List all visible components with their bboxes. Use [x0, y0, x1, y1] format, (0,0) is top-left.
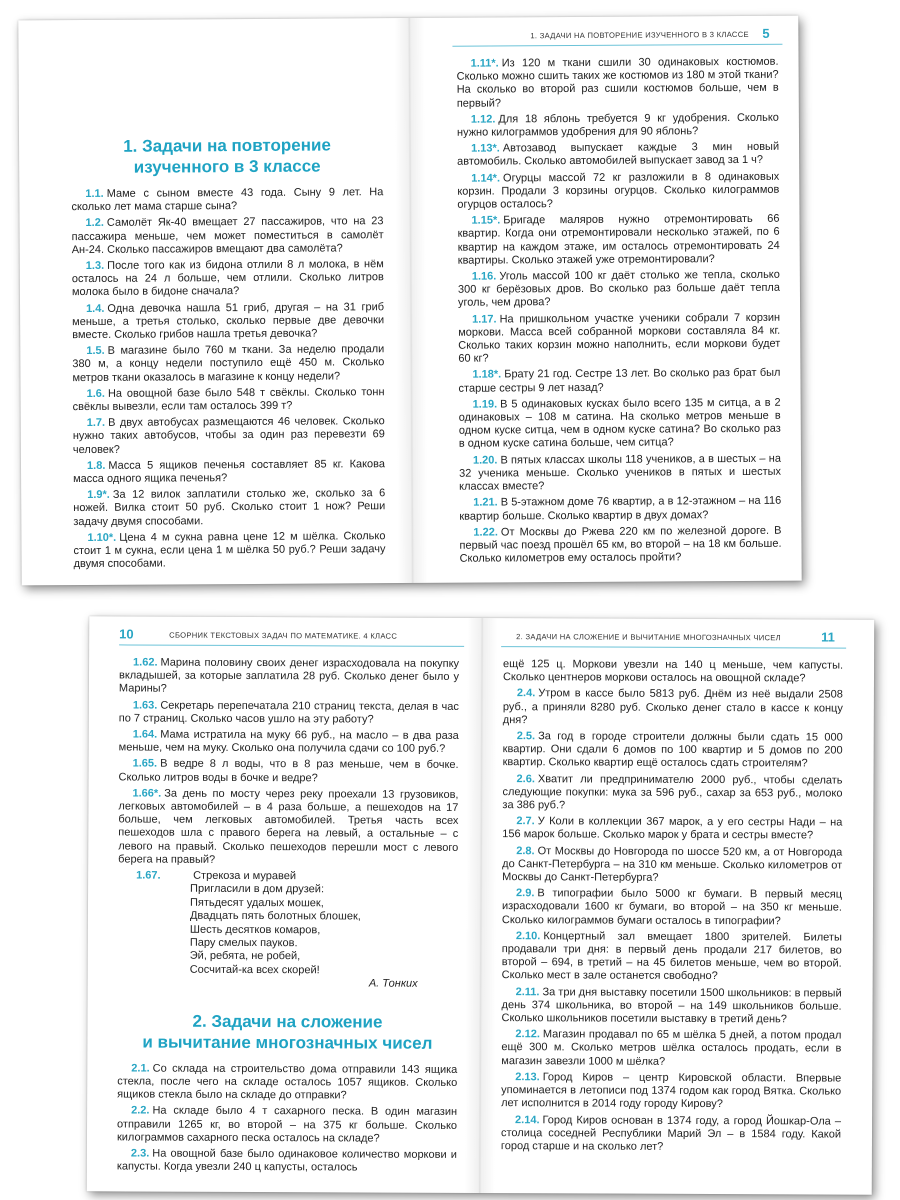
page-11: [479, 618, 875, 1195]
problem: [502, 815, 842, 843]
problem: [73, 386, 385, 414]
problem-number: 2.11.: [515, 985, 540, 998]
poem-line: Стрекоза и муравей: [193, 869, 297, 883]
problem: [459, 495, 781, 523]
problem-text: Город Киров основан в 1374 году, а город Йошкар-Ола – столица соседней Республики Марий Эл – в 1584 году. Какой город старше и на сколько лет?: [500, 1113, 842, 1153]
problem: [502, 773, 842, 814]
problem: [458, 367, 780, 395]
problem-text: За день по мосту через реку проехали 13 грузовиков, легковых автомобилей – в 4 раза больше, а пешеходов на 17 больше, чем легковых автомобилей. Третья часть всех пешеходов шла с правого берега на левый, а остальные – с левого на правый. Сколько пешеходов перешли мост с левого берега на правый?: [118, 787, 459, 866]
page-4-body: [71, 134, 386, 574]
problem-text: Брату 21 год. Сестре 13 лет. Во сколько раз брат был старше сестры 9 лет назад?: [458, 367, 781, 395]
problem-text: За три дня выставку посетили 1500 школьников: в первый день 374 школьника, во второй – на 149 школьников больше. Сколько школьников посетили выставку в третий день?: [501, 985, 842, 1026]
book-spread-pages-10-11: [87, 616, 875, 1194]
problem-text: В двух автобусах размещаются 46 человек. Сколько нужно таких автобусов, чтобы за один раз перевезти 69 человек?: [72, 415, 385, 456]
problem-number: 2.9.: [516, 887, 535, 900]
problem-text: Бригаде маляров нужно отремонтировать 66 квартир. Когда они отремонтировали несколько этажей, по 6 квартир на каждом этаже, им осталось отремонтировать 24 квартиры. Сколько этажей уже отремонтировали?: [457, 212, 780, 267]
problem: [457, 213, 779, 268]
problem-text: На овощной базе было 548 т свёклы. Сколько тонн свёклы вывезли, если там осталось 399 т?: [72, 386, 385, 414]
problem-text: Магазин продавал по 65 м шёлка 5 дней, а потом продал ещё 300 м. Сколько метров шёлка осталось продать, если в магазин завезли 1000 м шёлка?: [501, 1028, 842, 1068]
running-header: СБОРНИК ТЕКСТОВЫХ ЗАДАЧ ПО МАТЕМАТИКЕ. 4 КЛАСС: [169, 630, 398, 641]
problem-number: 1.16.: [471, 270, 497, 283]
problem-number: 2.12.: [515, 1028, 540, 1041]
problem-list: [118, 656, 459, 868]
problem: [501, 1114, 841, 1155]
problem-text: Автозавод выпускает каждые 3 мин новый автомобиль. Сколько автомобилей выпускает завод за 1 ч?: [457, 140, 780, 169]
page-5: [408, 16, 801, 583]
poem-line: Двадцать пять болотных блошек,: [189, 909, 361, 923]
problem-number: 2.5.: [516, 730, 536, 743]
problem-text: Со склада на строительство дома отправили 143 ящика стекла, после чего на складе осталось 1057 ящиков. Сколько ящиков стекла было на складе до отправки?: [117, 1062, 458, 1102]
problem: [71, 186, 383, 214]
problem-number: 2.6.: [516, 772, 535, 785]
problem: [457, 141, 779, 169]
poem-author: А. Тонких: [368, 977, 418, 991]
problem-continuation: ещё 125 ц. Моркови увезли на 140 ц меньше, чем капусты. Сколько центнеров моркови осталось на овощной складе?: [502, 658, 844, 685]
problem: [119, 656, 459, 697]
problem-number: 2.3.: [130, 1147, 150, 1160]
problem-text: Марина половину своих денег израсходовала на покупку вкладышей, за которые заплатила 28 руб. Сколько денег было у Марины?: [118, 656, 460, 696]
page-4: [18, 18, 411, 585]
running-header: 1. ЗАДАЧИ НА ПОВТОРЕНИЕ ИЗУЧЕННОГО В 3 КЛАССЕ: [530, 29, 749, 41]
problem-text: Самолёт Як-40 вмещает 27 пассажиров, что на 23 пассажира меньше, чем может поместиться в самолёт Ан-24. Сколько пассажиров вмещают два самолёта?: [71, 215, 384, 256]
problem: [119, 728, 459, 756]
problem: [501, 986, 841, 1027]
problem: [457, 56, 779, 111]
problem: [503, 688, 843, 729]
problem-text: От Москвы до Ржева 220 км по железной дороге. В первый час поезд прошёл 65 км, во второй – на 18 км больше. Сколько километров ему осталось пройти?: [459, 524, 782, 565]
problem-number: 2.7.: [516, 815, 535, 828]
problem: [459, 452, 781, 494]
problem: [119, 758, 459, 786]
book-spread-pages-4-5: [18, 16, 801, 586]
problem-text: За год в городе строители должны были сдать 15 000 квартир. Они сдали 6 домов по 100 квартир и 5 домов по 200 квартир. Сколько квартир ещё осталось сдать строителям?: [502, 730, 843, 770]
running-header: 2. ЗАДАЧИ НА СЛОЖЕНИЕ И ВЫЧИТАНИЕ МНОГОЗНАЧНЫХ ЧИСЕЛ: [516, 632, 781, 643]
problem: [73, 458, 385, 486]
problem-number: 1.18*.: [472, 368, 502, 382]
problem: [501, 1071, 841, 1112]
problem: [73, 487, 385, 529]
poem-line: Пятьдесят удалых мошек,: [189, 896, 324, 910]
problem-text: Секретарь перепечатала 210 страниц текста, делая в час по 7 страниц. Сколько часов ушло на эту работу?: [118, 699, 459, 726]
problem-text: Для 18 яблонь требуется 9 кг удобрения. Сколько нужно килограммов удобрения для 90 яблонь?: [456, 111, 779, 139]
problem: [458, 311, 780, 366]
page-11-body: [501, 658, 843, 1158]
problem-list: [117, 1062, 457, 1175]
problem: [457, 170, 779, 212]
problem-number: 1.9*.: [87, 489, 110, 502]
problem-text: На пришкольном участке ученики собрали 7 корзин моркови. Масса всей собранной моркови составляла 84 кг. Сколько таких корзин можно наполнить, если моркови будет 60 кг?: [458, 311, 781, 365]
problem-number: 1.14*.: [471, 172, 501, 185]
poem: [118, 869, 459, 991]
problem-list: [457, 56, 782, 566]
problem-text: Одна девочка нашла 51 гриб, другая – на 31 гриб меньше, а третья столько, сколько первые две девочки вместе. Сколько грибов нашла третья девочка?: [72, 300, 385, 342]
problem-number: 1.20.: [472, 454, 498, 467]
problem: [459, 524, 781, 566]
problem: [502, 845, 842, 886]
problem-number: 2.2.: [131, 1104, 150, 1117]
poem-line: Пригласили в дом друзей:: [190, 883, 325, 896]
problem: [72, 258, 384, 300]
problem-text: В ведре 8 л воды, что в 8 раз меньше, чем в бочке. Сколько литров воды в бочке и ведре?: [118, 758, 459, 784]
problem-number: 1.5.: [86, 345, 105, 358]
problem: [502, 930, 842, 984]
problem-number: 1.67.: [136, 869, 161, 882]
problem-number: 1.19.: [472, 398, 498, 411]
problem-text: От Москвы до Новгорода по шоссе 520 км, а от Новгорода до Санкт-Петербурга – на 310 км меньше. Сколько километров от Москвы до Санкт-Петербурга?: [502, 844, 843, 884]
problem-number: 1.3.: [85, 259, 105, 272]
page-5-body: [457, 56, 782, 569]
poem-line: Шесть десятков комаров,: [189, 923, 321, 936]
problem: [117, 1105, 457, 1146]
problem: [73, 415, 385, 457]
problem: [117, 1147, 457, 1175]
page-10: [87, 616, 482, 1193]
problem-text: В типографии было 5000 кг бумаги. В первый месяц израсходовали 1600 кг бумаги, во второй – на 350 кг меньше. Сколько килограммов бумаги осталось в типографии?: [501, 887, 843, 927]
problem-number: 1.12.: [470, 113, 496, 126]
poem-line: Эй, ребята, не робей,: [189, 950, 301, 963]
problem-number: 1.17.: [472, 313, 497, 326]
problem-text: Концертный зал вмещает 1800 зрителей. Билеты продавали три дня: в первый день продали 217 билетов, во второй – 694, в третий – на 45 билетов меньше, чем во второй. Сколько мест в зале останется свободно?: [501, 930, 842, 983]
problem-number: 2.13.: [515, 1071, 540, 1084]
problem: [458, 269, 780, 311]
problem-number: 2.1.: [131, 1062, 150, 1075]
section-heading-line: 1. Задачи на повторение: [123, 135, 331, 156]
problem-number: 1.7.: [86, 417, 106, 430]
problem: [457, 112, 779, 140]
problem-number: 2.4.: [516, 687, 536, 700]
problem-text: Уголь массой 100 кг даёт столько же тепла, сколько 300 кг берёзовых дров. Во сколько раз больше даёт тепла уголь, чем дрова?: [457, 268, 780, 310]
problem: [73, 530, 385, 572]
problem-list: [501, 688, 843, 1155]
problem-number: 1.15*.: [471, 214, 501, 227]
problem-number: 2.8.: [516, 844, 535, 857]
problem-number: 1.65.: [132, 757, 158, 771]
problem: [71, 216, 383, 258]
problem: [118, 787, 458, 868]
page-number: 10: [119, 626, 134, 642]
problem-text: Цена 4 м сукна равна цене 12 м шёлка. Сколько стоит 1 м сукна, если цена 1 м шёлка 50 руб.? Реши задачу двумя способами.: [73, 530, 386, 571]
problem-number: 1.22.: [473, 526, 498, 539]
header-rule: [501, 646, 846, 649]
problem-number: 1.8.: [86, 459, 106, 472]
problem-text: Город Киров – центр Кировской области. Впервые упоминается в летописи под 1374 годом как город Вятка. Сколько лет исполнится в 2014 году городу Кирову?: [501, 1071, 842, 1111]
problem: [119, 699, 459, 727]
problem: [72, 301, 384, 343]
problem-number: 1.21.: [473, 496, 498, 509]
problem-text: Хватит ли предпринимателю 2000 руб., чтобы сделать следующие покупки: мука за 596 руб., сахар за 653 руб., молоко за 386 руб.?: [502, 772, 843, 812]
page-10-body: [117, 656, 459, 1178]
section-heading-line: изученного в 3 классе: [133, 156, 321, 177]
problem-number: 1.11*.: [470, 57, 499, 70]
poem-line: Сосчитай-ка всех скорей!: [189, 963, 320, 977]
problem-text: На овощной базе было одинаковое количество моркови и капусты. Когда увезли 240 ц капусты, осталось: [116, 1147, 457, 1174]
problem: [503, 730, 843, 771]
problem: [502, 887, 842, 928]
problem-text: Огурцы массой 72 кг разложили в 8 одинаковых корзин. Продали 3 корзины огурцов. Сколько килограммов огурцов осталось?: [457, 170, 780, 211]
problem-number: 1.10*.: [87, 531, 117, 544]
problem-text: В 5-этажном доме 76 квартир, а в 12-этажном – на 116 квартир больше. Сколько квартир в двух домах?: [459, 495, 782, 523]
section-heading-1: [71, 134, 383, 178]
problem-text: На складе было 4 т сахарного песка. В один магазин отправили 1265 кг, во второй – на 375 кг больше. Сколько килограммов сахарного песка осталось на складе?: [116, 1104, 458, 1145]
problem-text: Из 120 м ткани сшили 30 одинаковых костюмов. Сколько можно сшить таких же костюмов из 180 м этой ткани? На сколько во второй раз сшили костюмов больше, чем в первый?: [456, 55, 779, 110]
poem-line: Пару смелых пауков.: [189, 936, 298, 950]
section-heading-line: и вычитание многозначных чисел: [142, 1032, 433, 1053]
problem-number: 2.10.: [515, 930, 541, 943]
problem-number: 1.6.: [86, 387, 105, 400]
problem-number: 1.64.: [132, 728, 158, 741]
problem-number: 1.66*.: [132, 787, 162, 800]
problem-number: 2.14.: [515, 1113, 540, 1126]
problem: [459, 397, 781, 452]
page-number: 5: [762, 25, 770, 41]
problem-text: Масса 5 ящиков печенья составляет 85 кг. Какова масса одного ящика печенья?: [73, 458, 386, 486]
problem-number: 1.13*.: [471, 142, 500, 155]
problem: [117, 1062, 457, 1103]
problem-text: Маме с сыном вместе 43 года. Сыну 9 лет. На сколько лет мама старше сына?: [71, 186, 384, 214]
section-heading-line: 2. Задачи на сложение: [192, 1011, 383, 1032]
problem-number: 1.2.: [85, 217, 104, 230]
problem: [72, 343, 384, 385]
header-rule: [119, 644, 464, 647]
problem-text: Мама истратила на муку 66 руб., на масло – в два раза меньше, чем на муку. Сколько она получила сдачи со 100 руб.?: [118, 728, 459, 756]
problem-list: [71, 186, 385, 571]
header-rule: [452, 44, 782, 47]
problem-number: 1.4.: [86, 302, 105, 315]
problem-text: У Коли в коллекции 367 марок, а у его сестры Нади – на 156 марок больше. Сколько марок у брата и сестры вместе?: [502, 815, 843, 842]
problem-text: За 12 вилок заплатили столько же, сколько за 6 ножей. Вилка стоит 50 руб. Сколько стоит 1 нож? Реши задачу двумя способами.: [73, 487, 386, 528]
problem-text: После того как из бидона отлили 8 л молока, в нём осталось на 24 л больше, чем отлили. Сколько литров молока было в бидоне сначала?: [71, 258, 384, 299]
section-heading-2: [117, 1010, 457, 1053]
problem-number: 1.62.: [133, 656, 158, 669]
page-number: 11: [821, 629, 835, 645]
problem-text: В пятых классах школы 118 учеников, а в шестых – на 32 ученика меньше. Сколько учеников в пятых и шестых классах вместе?: [459, 452, 782, 493]
problem-number: 1.63.: [132, 699, 158, 712]
problem-number: 1.1.: [85, 187, 104, 200]
problem-text: В 5 одинаковых кусках было всего 135 м ситца, а в 2 одинаковых – 108 м сатина. На сколько метров меньше в одном куске ситца, чем в одном куске сатина? Во сколько раз в одном куске сатина больше, чем ситца?: [458, 396, 781, 451]
problem-text: Утром в кассе было 5813 руб. Днём из неё выдали 2508 руб., а приняли 8280 руб. Сколько денег стало в кассе к концу дня?: [502, 687, 843, 727]
problem-text: В магазине было 760 м ткани. За неделю продали 380 м, а концу недели поступило ещё 450 м. Сколько метров ткани оказалось в магазине к концу недели?: [72, 343, 385, 384]
problem: [501, 1028, 841, 1069]
